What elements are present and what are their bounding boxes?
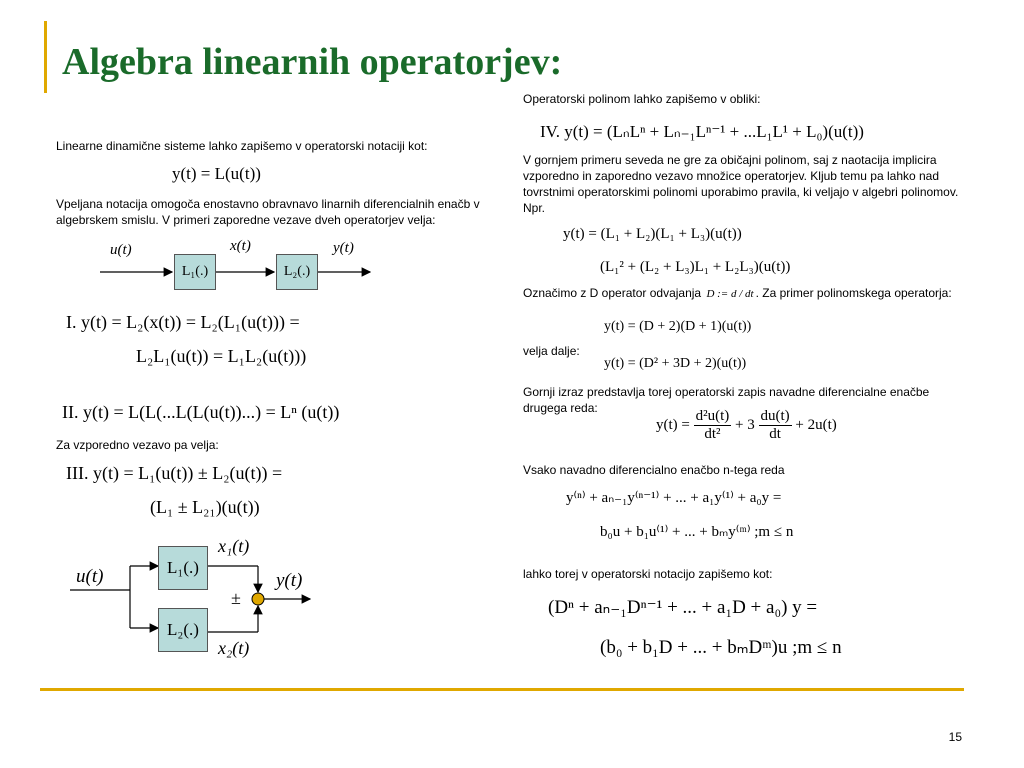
equation-II: II. y(t) = L(L(...L(L(u(t))...) = Lⁿ (u(t)) [62, 402, 340, 422]
title-accent-bar [44, 21, 47, 93]
parallel-x2-label: x₂(t) [218, 638, 250, 658]
operator-polynomial-intro: Operatorski polinom lahko zapišemo v obliki: [523, 92, 761, 106]
equation-product-2: (L₁² + (L₂ + L₃)L₁ + L₂L₃)(u(t)) [600, 259, 791, 275]
operator-notation-text: lahko torej v operatorski notacijo zapišemo kot: [523, 567, 773, 581]
slide-title: Algebra linearnih operatorjev: [62, 41, 563, 83]
series-input-label: u(t) [110, 242, 132, 258]
parallel-block-diagram [70, 532, 330, 668]
notation-paragraph: Vpeljana notacija omogoča enostavno obravnavo linarnih diferencialnih enačb v algebrskem smislu. V primeri zaporedne vezave dveh operatorjev velja: [56, 197, 480, 227]
equation-D-expanded: y(t) = (D² + 3D + 2)(u(t)) [604, 356, 747, 371]
intro-text: Linearne dinamične sisteme lahko zapišemo v operatorski notaciji kot: [56, 139, 428, 153]
ode-lhs: y(t) = [656, 416, 690, 433]
parallel-block-l2: L₂(.) [158, 608, 208, 652]
equation-operator-2: (b₀ + b₁D + ... + bₘDᵐ)u ;m ≤ n [600, 637, 842, 658]
equation-operator-1: (Dⁿ + aₙ₋₁Dⁿ⁻¹ + ... + a₁D + a₀) y = [548, 597, 818, 618]
parallel-block-l1: L₁(.) [158, 546, 208, 590]
ode-mid-term: + 3 [735, 416, 755, 433]
summing-junction-sign: ± [231, 588, 241, 608]
series-output-label: y(t) [333, 240, 354, 256]
equation-nth-order-1: y⁽ⁿ⁾ + aₙ₋₁y⁽ⁿ⁻¹⁾ + ... + a₁y⁽¹⁾ + a₀y = [566, 490, 782, 506]
equation-IV: IV. y(t) = (LₙLⁿ + Lₙ₋₁Lⁿ⁻¹ + ...L₁L¹ + L₀)(u(t)) [540, 122, 864, 141]
further-text: velja dalje: [523, 344, 580, 358]
footer-divider [40, 688, 964, 691]
parallel-input-label: u(t) [76, 566, 104, 587]
series-block-l1: L₁(.) [174, 254, 216, 290]
second-order-ode-paragraph: Gornji izraz predstavlja torej operatorski zapis navadne diferencialne enačbe drugega reda: [523, 385, 930, 415]
parallel-intro-text: Za vzporedno vezavo pa velja: [56, 438, 219, 452]
ode-tail-term: + 2u(t) [795, 416, 837, 433]
derivative-operator-definition: D := d / dt [706, 288, 754, 300]
series-block-l2: L₂(.) [276, 254, 318, 290]
equation-product-1: y(t) = (L₁ + L₂)(L₁ + L₃)(u(t)) [563, 226, 742, 242]
equation-III-line1: III. y(t) = L₁(u(t)) ± L₂(u(t)) = [66, 463, 283, 483]
page-number: 15 [948, 730, 962, 744]
series-block-diagram [100, 238, 400, 298]
equation-I-line2: L₂L₁(u(t)) = L₁L₂(u(t))) [136, 346, 307, 366]
parallel-x1-label: x₁(t) [218, 536, 250, 556]
ode-fraction-1: $\frac{\text{d²u(t)}}{\text{dt²}}$ [695, 408, 730, 442]
equation-main: y(t) = L(u(t)) [172, 164, 261, 183]
equation-I-line1: I. y(t) = L₂(x(t)) = L₂(L₁(u(t))) = [66, 312, 300, 332]
nth-order-ode-text: Vsako navadno diferencialno enačbo n-tega reda [523, 463, 785, 477]
ode-fraction-2: $\frac{du(t)}{dt}$ [760, 408, 790, 442]
equation-second-order-ode [656, 408, 837, 443]
equation-III-line2: (L₁ ± L₂₁)(u(t)) [150, 497, 260, 517]
derivative-operator-paragraph [523, 285, 963, 302]
equation-nth-order-2: b₀u + b₁u⁽¹⁾ + ... + bₘy⁽ᵐ⁾ ;m ≤ n [600, 524, 794, 540]
parallel-output-label: y(t) [276, 570, 303, 591]
series-mid-label: x(t) [230, 238, 251, 254]
equation-D-product: y(t) = (D + 2)(D + 1)(u(t)) [604, 319, 752, 334]
polynomial-rules-paragraph: V gornjem primeru seveda ne gre za običajni polinom, saj z naotacija implicira vzporedno in zaporedno vezavo množice operatorjev. Kljub temu pa lahko nad tovrstnimi operatorskimi polinomi uporabimo pravila, ki veljajo v algebri polinomov. Npr. [523, 153, 959, 215]
derivative-operator-text-a: Označimo z D operator odvajanja [523, 286, 702, 300]
derivative-operator-text-b: . Za primer polinomskega operatorja: [755, 286, 952, 300]
